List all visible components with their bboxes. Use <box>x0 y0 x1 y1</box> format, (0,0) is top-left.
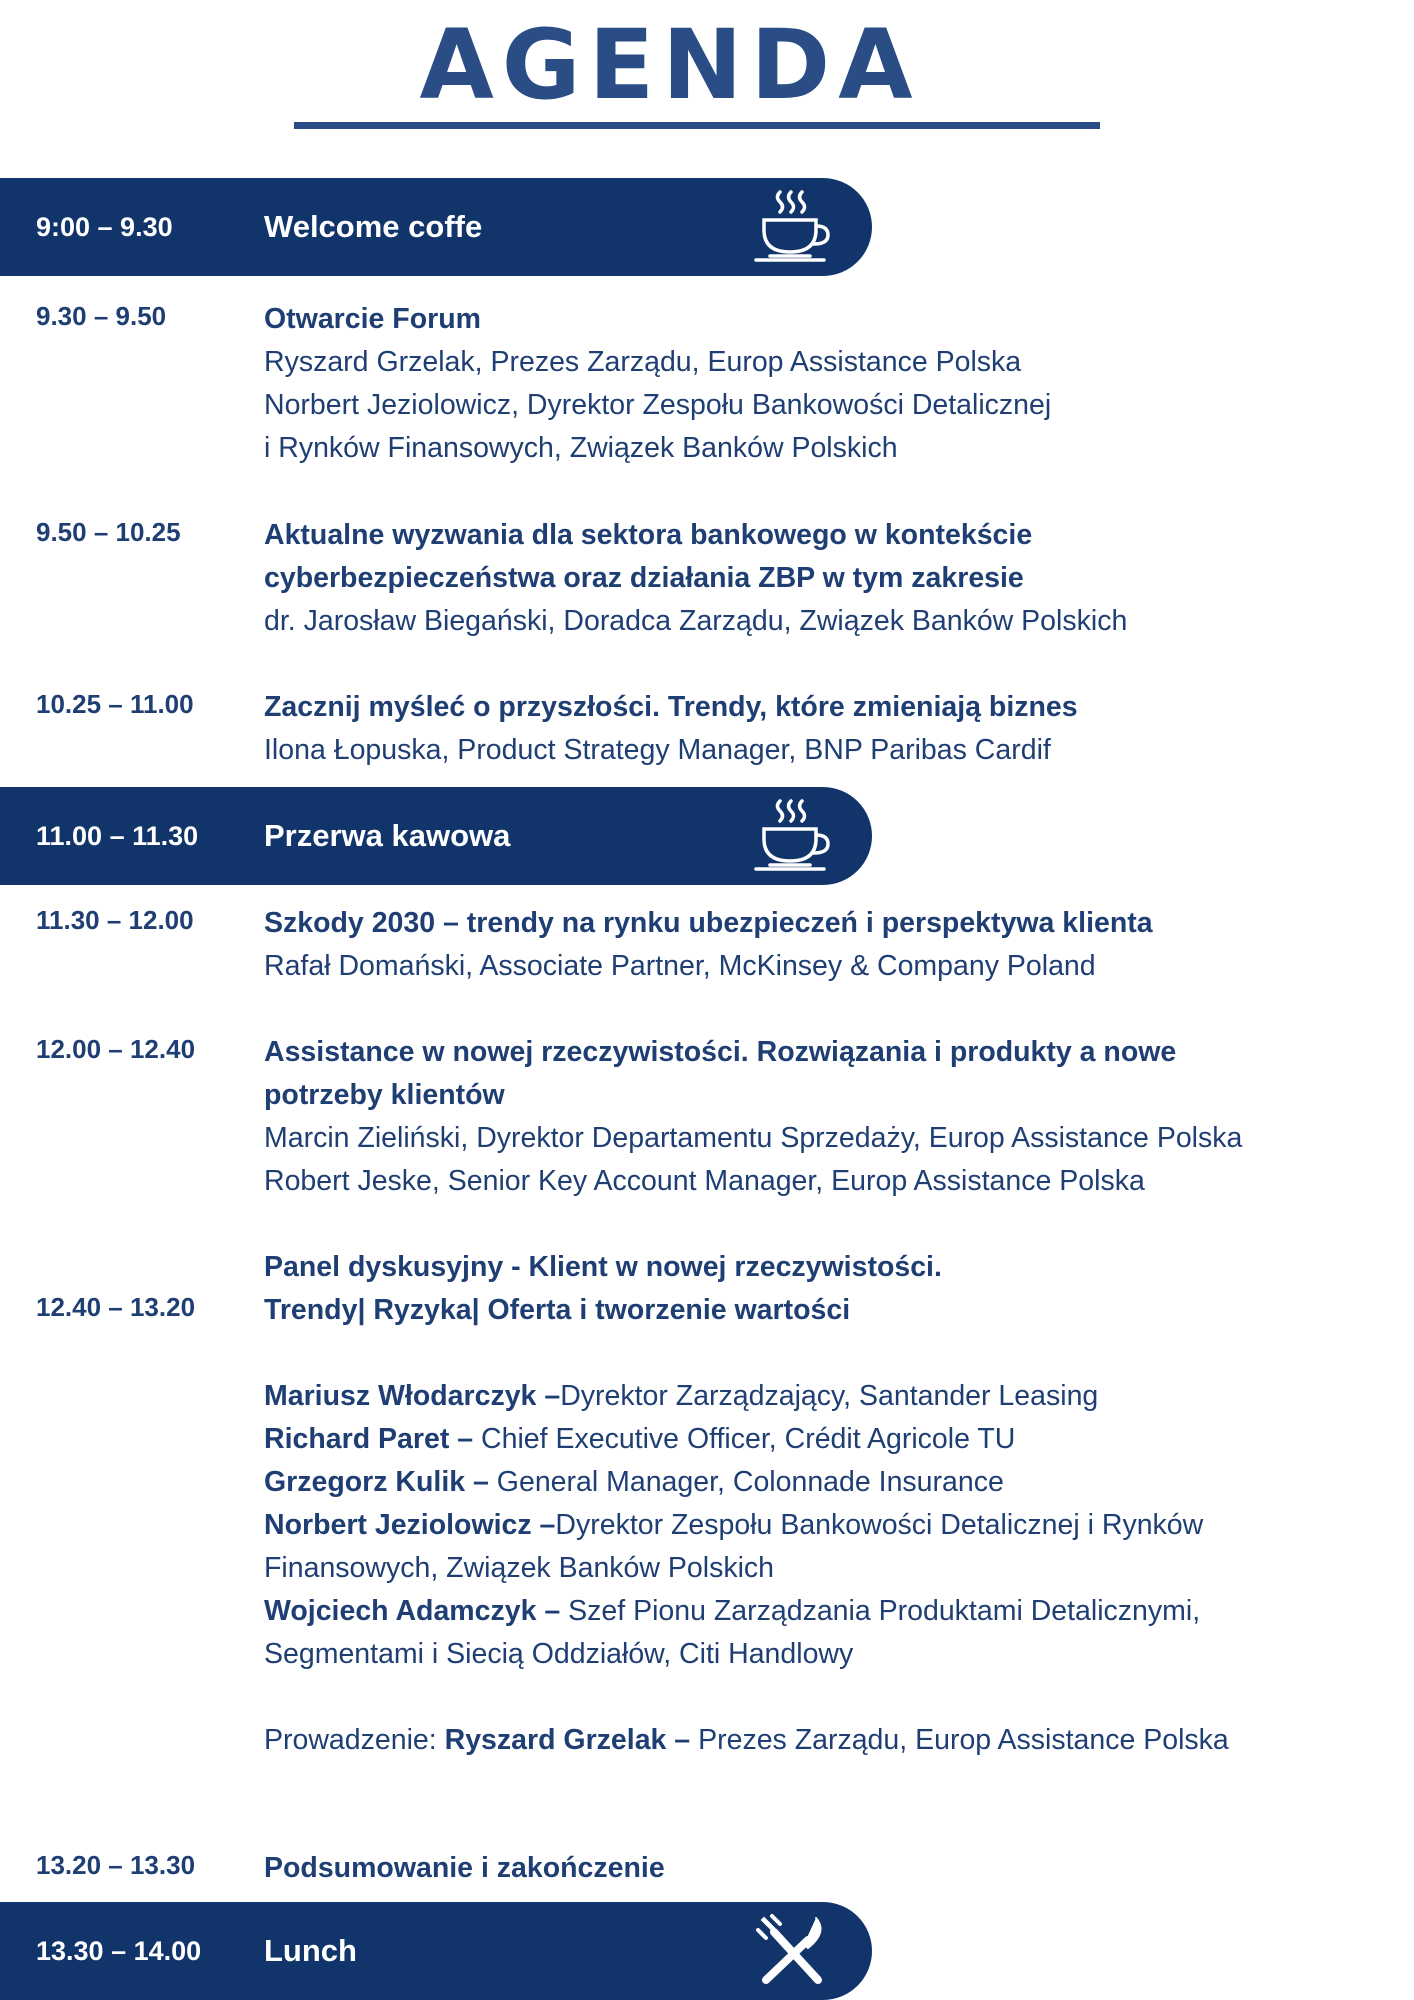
panelist-name: Mariusz Włodarczyk – <box>264 1380 561 1412</box>
session-speaker: dr. Jarosław Biegański, Doradca Zarządu, Związek Banków Polskich <box>264 605 1128 637</box>
session-title: Zacznij myśleć o przyszłości. Trendy, które zmieniają biznes <box>264 691 1078 723</box>
session-speaker: Ilona Łopuska, Product Strategy Manager, BNP Paribas Cardif <box>264 734 1051 766</box>
session-time: 13.20 – 13.30 <box>36 1850 196 1880</box>
panelist-role: Szef Pionu Zarządzania Produktami Detalicznymi, <box>560 1595 1201 1627</box>
break-time: 9:00 – 9.30 <box>36 212 173 242</box>
panelist <box>264 1375 1374 1418</box>
break-time: 13.30 – 14.00 <box>36 1936 202 1966</box>
panelist <box>264 1461 1374 1504</box>
fork-knife-icon <box>750 1910 834 1992</box>
panelist-role-continued: Finansowych, Związek Banków Polskich <box>264 1552 775 1584</box>
panelist-name: Grzegorz Kulik – <box>264 1466 489 1498</box>
session-time: 10.25 – 11.00 <box>36 689 194 719</box>
break-welcome-coffee <box>0 178 872 276</box>
page-title: AGENDA <box>419 9 921 121</box>
session-time: 11.30 – 12.00 <box>36 905 194 935</box>
session-speaker: Norbert Jeziolowicz, Dyrektor Zespołu Bankowości Detalicznej <box>264 389 1052 421</box>
session-speaker: i Rynków Finansowych, Związek Banków Polskich <box>264 432 898 464</box>
session-title: Aktualne wyzwania dla sektora bankowego w kontekście <box>264 519 1033 551</box>
session-time: 9.50 – 10.25 <box>36 517 181 547</box>
session-title: Otwarcie Forum <box>264 303 481 335</box>
moderator <box>264 1719 1374 1762</box>
session-title: Panel dyskusyjny - Klient w nowej rzeczywistości. <box>264 1251 942 1283</box>
panelist-role-continued: Segmentami i Siecią Oddziałów, Citi Handlowy <box>264 1638 854 1670</box>
panelist-name: Norbert Jeziolowicz – <box>264 1509 556 1541</box>
moderator-name: Ryszard Grzelak – <box>444 1724 691 1756</box>
break-label: Welcome coffe <box>264 209 483 244</box>
break-coffee <box>0 787 872 885</box>
coffee-cup-icon <box>750 795 834 877</box>
session-speaker: Robert Jeske, Senior Key Account Manager, Europ Assistance Polska <box>264 1165 1145 1197</box>
break-lunch <box>0 1902 872 2000</box>
break-label: Przerwa kawowa <box>264 818 511 853</box>
title-underline <box>294 122 1100 129</box>
session-speaker: Marcin Zieliński, Dyrektor Departamentu Sprzedaży, Europ Assistance Polska <box>264 1122 1243 1154</box>
panelist-role: Chief Executive Officer, Crédit Agricole TU <box>473 1423 1016 1455</box>
session-time: 12.00 – 12.40 <box>36 1034 196 1064</box>
panelist-role: Dyrektor Zarządzający, Santander Leasing <box>560 1380 1099 1412</box>
moderator-role: Prezes Zarządu, Europ Assistance Polska <box>690 1724 1229 1756</box>
session-title: potrzeby klientów <box>264 1079 505 1111</box>
panelist <box>264 1504 1374 1547</box>
session-speaker: Ryszard Grzelak, Prezes Zarządu, Europ Assistance Polska <box>264 346 1022 378</box>
panelist-role: Dyrektor Zespołu Bankowości Detalicznej i Rynków <box>555 1509 1204 1541</box>
session-speaker: Rafał Domański, Associate Partner, McKinsey & Company Poland <box>264 950 1096 982</box>
panelist-name: Richard Paret – <box>264 1423 474 1455</box>
panelist <box>264 1418 1374 1461</box>
panelist-role: General Manager, Colonnade Insurance <box>488 1466 1004 1498</box>
coffee-cup-icon <box>750 186 834 268</box>
break-label: Lunch <box>264 1933 357 1968</box>
panelist <box>264 1590 1374 1633</box>
session-time: 9.30 – 9.50 <box>36 301 167 331</box>
break-time: 11.00 – 11.30 <box>36 821 199 851</box>
session-title: Assistance w nowej rzeczywistości. Rozwiązania i produkty a nowe <box>264 1036 1177 1068</box>
session-title: Szkody 2030 – trendy na rynku ubezpieczeń i perspektywa klienta <box>264 907 1153 939</box>
moderator-label: Prowadzenie: <box>264 1724 445 1756</box>
session-title: Trendy| Ryzyka| Oferta i tworzenie wartości <box>264 1294 851 1326</box>
session-title: cyberbezpieczeństwa oraz działania ZBP w tym zakresie <box>264 562 1024 594</box>
panelist-name: Wojciech Adamczyk – <box>264 1595 561 1627</box>
session-time: 12.40 – 13.20 <box>36 1292 196 1322</box>
session-title: Podsumowanie i zakończenie <box>264 1852 665 1884</box>
